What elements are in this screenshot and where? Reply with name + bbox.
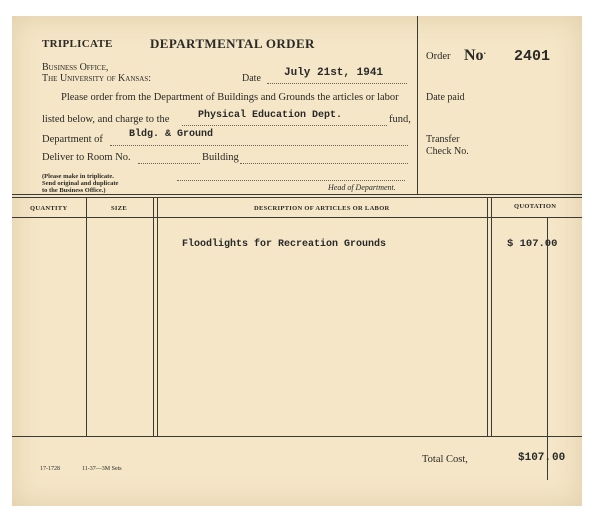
form-code: 17-1728 xyxy=(40,466,60,472)
building-label: Building xyxy=(202,152,239,163)
order-number: 2401 xyxy=(514,48,551,65)
copy-label: TRIPLICATE xyxy=(42,38,113,50)
col-divider-2b xyxy=(157,198,158,436)
total-dollars: $107. xyxy=(518,452,552,464)
room-line xyxy=(138,163,200,164)
fund-line xyxy=(182,125,387,126)
department-value: Bldg. & Ground xyxy=(129,129,214,140)
request-line-1: Please order from the Department of Buildings and Grounds the articles or labor xyxy=(61,92,399,103)
deliver-label: Deliver to Room No. xyxy=(42,152,131,163)
col-divider-2 xyxy=(153,198,154,436)
row-description: Floodlights for Recreation Grounds xyxy=(182,239,387,250)
transfer-check-label: Transfer Check No. xyxy=(426,134,469,157)
column-header-description: DESCRIPTION OF ARTICLES OR LABOR xyxy=(254,205,390,212)
building-line xyxy=(240,163,408,164)
fund-label: fund, xyxy=(389,114,411,125)
department-line xyxy=(110,145,408,146)
column-header-size: SIZE xyxy=(111,205,128,212)
col-divider-3 xyxy=(487,198,488,436)
date-line xyxy=(267,83,407,84)
fund-value: Physical Education Dept. xyxy=(198,110,343,121)
column-header-quantity: QUANTITY xyxy=(30,205,68,212)
office-line-1: Business Office, xyxy=(42,62,109,73)
table-bottom-rule xyxy=(12,436,582,437)
order-box-divider xyxy=(417,16,418,194)
col-divider-3b xyxy=(491,198,492,436)
date-value: July 21st, 1941 xyxy=(284,67,384,79)
office-line-2: The University of Kansas: xyxy=(42,73,152,84)
print-code: 11-37—3M Sets xyxy=(82,466,122,472)
date-paid-label: Date paid xyxy=(426,92,465,103)
signature-line xyxy=(177,180,405,181)
date-label: Date xyxy=(242,73,261,84)
departmental-order-form xyxy=(12,16,582,506)
col-divider-1 xyxy=(86,198,87,436)
total-cost-label: Total Cost, xyxy=(422,454,468,465)
table-top-rule-2 xyxy=(12,197,582,198)
order-label: Order xyxy=(426,51,451,62)
request-line-2: listed below, and charge to the xyxy=(42,114,170,125)
head-of-department-label: Head of Department. xyxy=(328,183,396,192)
department-label: Department of xyxy=(42,134,103,145)
form-title: DEPARTMENTAL ORDER xyxy=(150,36,315,51)
total-cents: 00 xyxy=(552,452,566,464)
number-sign: No. xyxy=(464,46,486,64)
table-top-rule xyxy=(12,194,582,195)
table-header-rule xyxy=(12,217,582,218)
row-quotation: $ 107.00 xyxy=(507,238,558,250)
column-header-quotation: QUOTATION xyxy=(514,203,557,210)
cents-divider xyxy=(547,218,548,480)
triplicate-note: (Please make in triplicate. Send original and duplicate to the Business Office.) xyxy=(42,173,119,194)
